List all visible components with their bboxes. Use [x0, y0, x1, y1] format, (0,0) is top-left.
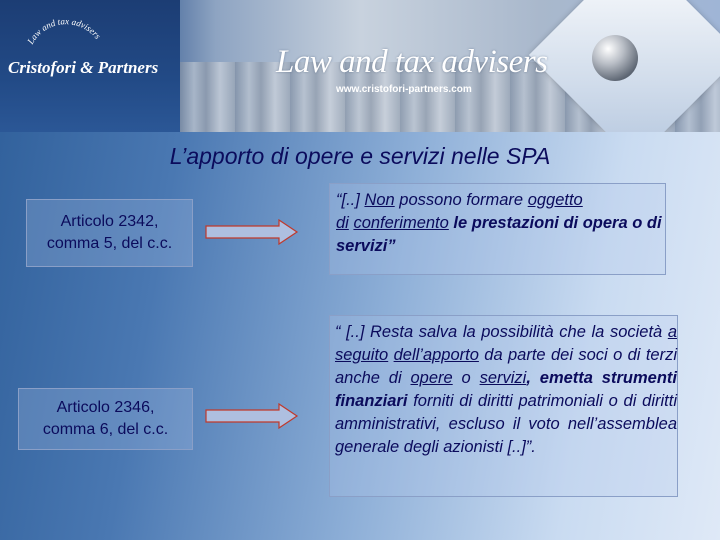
slide-title: L’apporto di opere e servizi nelle SPA [169, 143, 551, 169]
firm-seal-logo [22, 2, 110, 52]
quote-text: “ [..] Resta salva la possibilità che la società [335, 323, 668, 341]
article-2342-quote [329, 183, 666, 275]
article-2342-line1: Articolo 2342, [60, 213, 159, 230]
firm-name-logo: Cristofori & Partners [8, 58, 159, 77]
quote-text-underlined: a seguito [335, 323, 677, 364]
quote-text-underlined: Non [364, 191, 395, 209]
article-2346-box [18, 388, 193, 450]
arrow-right-icon [205, 219, 299, 245]
quote-text-underlined: opere [410, 369, 453, 387]
banner-tagline: Law and tax advisers [276, 44, 548, 80]
svg-text:Law and tax advisers: Law and tax advisers [25, 16, 103, 46]
quote-text: possono formare [394, 191, 528, 209]
quote-text-underlined: oggetto [527, 191, 583, 209]
banner-sphere-icon [592, 35, 638, 81]
quote-text-underlined: di [336, 214, 349, 232]
quote-text-underlined: dell’apporto [393, 346, 479, 364]
quote-text-bold: le prestazioni di opera o di servizi” [336, 214, 662, 255]
quote-text: forniti di diritti patrimoniali o di diritti amministrativi, escluso il voto nell’assemblea generale degli azionisti [..]”. [335, 392, 677, 456]
quote-text: da parte dei soci o di terzi anche di [335, 346, 677, 387]
quote-text-underlined: servizi [479, 369, 527, 387]
quote-text-underlined: conferimento [353, 214, 449, 232]
article-2342-line2: comma 5, del c.c. [46, 235, 173, 252]
website-url: www.cristofori-partners.com [336, 84, 472, 95]
quote-text-bold: , emetta strumenti finanziari [335, 369, 677, 410]
article-2346-quote [329, 315, 678, 497]
article-2346-line1: Articolo 2346, [56, 399, 155, 416]
quote-text: o [452, 369, 480, 387]
quote-text: “[..] [336, 191, 365, 209]
header-banner [0, 0, 720, 132]
arrow-right-icon [205, 403, 299, 429]
article-2346-line2: comma 6, del c.c. [42, 421, 169, 438]
article-2342-box [26, 199, 193, 267]
